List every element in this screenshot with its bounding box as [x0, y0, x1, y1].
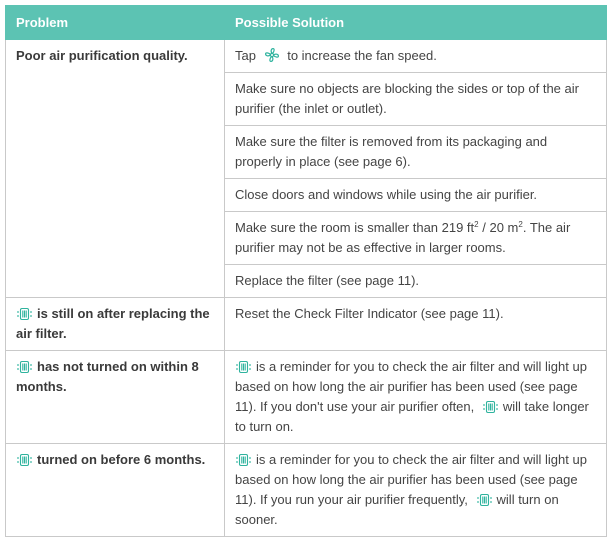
- solution-cell: [225, 444, 607, 537]
- problem-text: turned on before 6 months.: [37, 452, 206, 467]
- solution-text: will turn on sooner.: [235, 492, 559, 527]
- table-row: [6, 444, 607, 537]
- solution-cell: [225, 351, 607, 444]
- solution-text: Make sure the room is smaller than 219 ft: [235, 220, 475, 235]
- problem-cell: Poor air purification quality.: [6, 40, 225, 298]
- solution-cell: Reset the Check Filter Indicator (see page 11).: [225, 298, 607, 351]
- table-row: [6, 351, 607, 444]
- problem-cell: [6, 298, 225, 351]
- solution-text: will take longer to turn on.: [235, 399, 589, 434]
- solution-cell: Make sure the filter is removed from its packaging and properly in place (see page 6).: [225, 126, 607, 179]
- filter-indicator-icon: [476, 493, 493, 507]
- solution-text: is a reminder for you to check the air filter and will light up based on how long the air purifier has been used (see page 11). If you don't use your air purifier often,: [235, 359, 587, 414]
- table-header-row: [6, 6, 607, 40]
- solution-cell: Replace the filter (see page 11).: [225, 265, 607, 298]
- superscript: 2: [518, 220, 523, 229]
- filter-indicator-icon: [16, 307, 33, 321]
- solution-text: / 20 m: [478, 220, 519, 235]
- filter-indicator-icon: [16, 360, 33, 374]
- problem-cell: [6, 444, 225, 537]
- header-problem: Problem: [6, 6, 225, 40]
- fan-icon: [264, 47, 280, 63]
- solution-cell: [225, 40, 607, 73]
- troubleshooting-table: [5, 5, 607, 537]
- problem-cell: [6, 351, 225, 444]
- table-row: [6, 40, 607, 73]
- solution-text: to increase the fan speed.: [287, 48, 437, 63]
- solution-text: . The air purifier may not be as effective in larger rooms.: [235, 220, 571, 255]
- table-row: [6, 298, 607, 351]
- solution-text: is a reminder for you to check the air filter and will light up based on how long the air purifier has been used (see page 11). If you run your air purifier frequently,: [235, 452, 587, 507]
- filter-indicator-icon: [235, 453, 252, 467]
- solution-cell: Close doors and windows while using the air purifier.: [225, 179, 607, 212]
- filter-indicator-icon: [16, 453, 33, 467]
- header-solution: Possible Solution: [225, 6, 607, 40]
- solution-text: Tap: [235, 48, 256, 63]
- filter-indicator-icon: [235, 360, 252, 374]
- superscript: 2: [474, 220, 479, 229]
- solution-cell: Make sure no objects are blocking the sides or top of the air purifier (the inlet or outlet).: [225, 73, 607, 126]
- problem-text: is still on after replacing the air filter.: [16, 306, 210, 341]
- problem-text: has not turned on within 8 months.: [16, 359, 199, 394]
- solution-cell: [225, 212, 607, 265]
- filter-indicator-icon: [482, 400, 499, 414]
